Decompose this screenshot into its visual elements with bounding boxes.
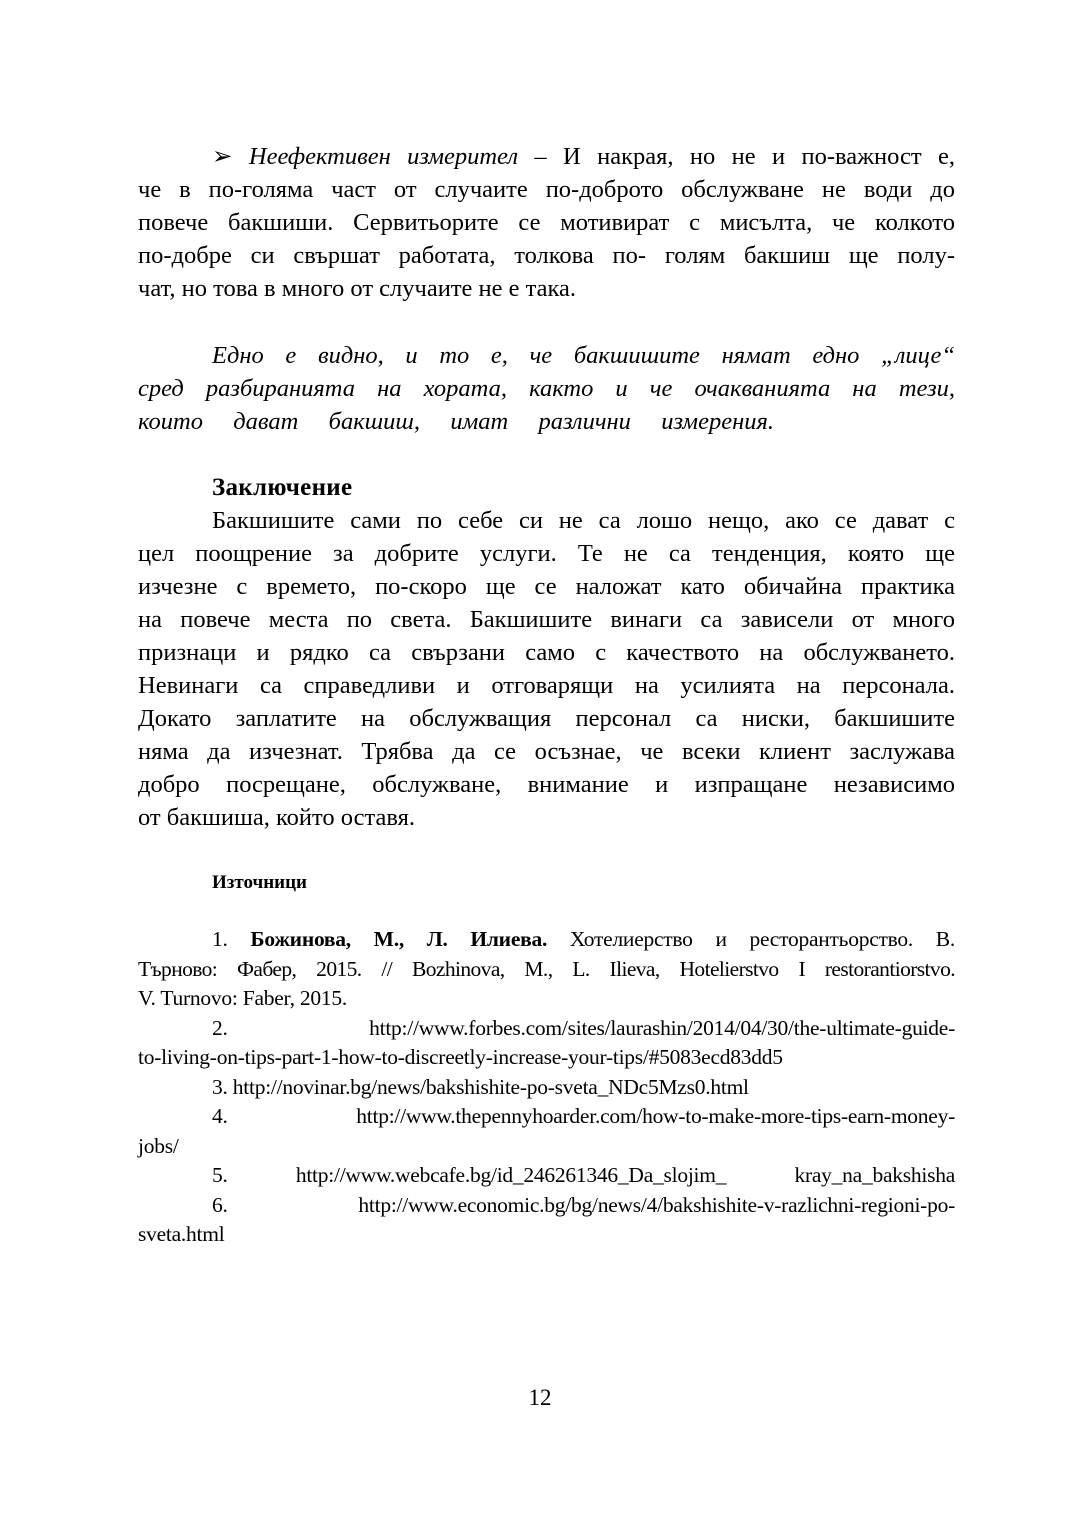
bullet-line: повече бакшиши. Сервитьорите се мотивират с мисълта, че колкото (138, 209, 955, 236)
bullet-paragraph (138, 140, 955, 305)
source-link[interactable]: http://www.thepennyhoarder.com/how-to-make-more-tips-earn-money- (227, 1104, 955, 1128)
source-item (138, 1191, 955, 1250)
conclusion-heading: Заключение (212, 474, 353, 501)
sources-heading: Източници (212, 872, 308, 893)
conclusion-line: Бакшишите сами по себе си не са лошо нещо, ако се дават с (212, 507, 955, 534)
sources-list (138, 925, 955, 1250)
source-link[interactable]: to-living-on-tips-part-1-how-to-discreetly-increase-your-tips/#5083ecd83dd5 (138, 1045, 783, 1069)
bullet-term: Неефективен измерител (248, 143, 518, 170)
source-line (138, 1073, 955, 1103)
source-item (138, 1014, 955, 1073)
source-item (138, 1161, 955, 1191)
source-text: Хотелиерство и ресторантьорство. В. (547, 927, 956, 951)
source-number: 6. (212, 1192, 228, 1217)
source-line (138, 1191, 955, 1221)
bullet-line: че в по-голяма част от случаите по-доброто обслужване не води до (138, 176, 955, 203)
source-link[interactable]: http://www.forbes.com/sites/laurashin/2014/04/30/the-ultimate-guide- (227, 1015, 955, 1040)
summary-line: Едно е видно, и то е, че бакшишите нямат едно „лице“ (212, 342, 955, 369)
conclusion-line: цел поощрение за добрите услуги. Те не са тенденция, която ще (138, 540, 955, 567)
conclusion-line: няма да изчезнат. Трябва да се осъзнае, че всеки клиент заслужава (138, 738, 955, 765)
bullet-first-line (138, 140, 955, 173)
bullet-line: – И накрая, но не и по-важност е, (518, 143, 955, 170)
source-line: Търново: Фабер, 2015. // Bozhinova, M., L. Ilieva, Hotelierstvo I restorantiorstvo. (138, 956, 955, 981)
conclusion-line: Невинаги са справедливи и отговарящи на усилията на персонала. (138, 672, 955, 699)
conclusion-line: Докато заплатите на обслужващия персонал са ниски, бакшишите (138, 705, 955, 732)
source-number: 4. (212, 1104, 228, 1128)
bullet-marker-icon: ➢ (212, 143, 233, 170)
bullet-line: чат, но това в много от случаите не е така. (138, 275, 577, 302)
source-link[interactable]: http://www.webcafe.bg/id_246261346_Da_slojim_ kray_na_bakshisha (227, 1163, 955, 1187)
conclusion-line: на повече места по света. Бакшишите винаги са зависели от много (138, 606, 955, 633)
page-number: 12 (528, 1385, 552, 1410)
source-line: V. Turnovo: Faber, 2015. (138, 986, 347, 1010)
source-item (138, 1102, 955, 1161)
summary-line: сред разбиранията на хората, както и че очакванията на тези, (138, 375, 955, 402)
source-authors: Божинова, М., Л. Илиева. (250, 927, 548, 951)
source-line (138, 1161, 955, 1191)
source-link[interactable]: http://novinar.bg/news/bakshishite-po-sveta_NDc5Mzs0.html (227, 1074, 749, 1099)
source-number: 3. (212, 1074, 228, 1099)
bullet-line: по-добре си свършат работата, толкова по- голям бакшиш ще полу- (138, 242, 955, 269)
source-link[interactable]: http://www.economic.bg/bg/news/4/bakshishite-v-razlichni-regioni-po- (227, 1192, 955, 1217)
source-number: 1. (212, 927, 228, 951)
source-link[interactable]: jobs/ (138, 1133, 179, 1158)
source-number: 5. (212, 1163, 228, 1187)
source-line (138, 1102, 955, 1132)
page-content (138, 140, 955, 1250)
conclusion-line: от бакшиша, който оставя. (138, 804, 416, 831)
conclusion-line: изчезне с времето, по-скоро ще се наложат като обичайна практика (138, 573, 955, 600)
source-item (138, 925, 955, 1014)
summary-paragraph (138, 339, 955, 438)
source-item (138, 1073, 955, 1103)
conclusion-line: признаци и рядко са свързани само с качеството на обслужването. (138, 639, 955, 666)
conclusion-paragraph (138, 504, 955, 834)
source-number: 2. (212, 1015, 228, 1040)
source-line (138, 925, 955, 955)
conclusion-line: добро посрещане, обслужване, внимание и изпращане независимо (138, 771, 955, 798)
source-link[interactable]: sveta.html (138, 1222, 225, 1246)
summary-line: които дават бакшиш, имат различни измерения. (138, 408, 774, 435)
source-line (138, 1014, 955, 1044)
